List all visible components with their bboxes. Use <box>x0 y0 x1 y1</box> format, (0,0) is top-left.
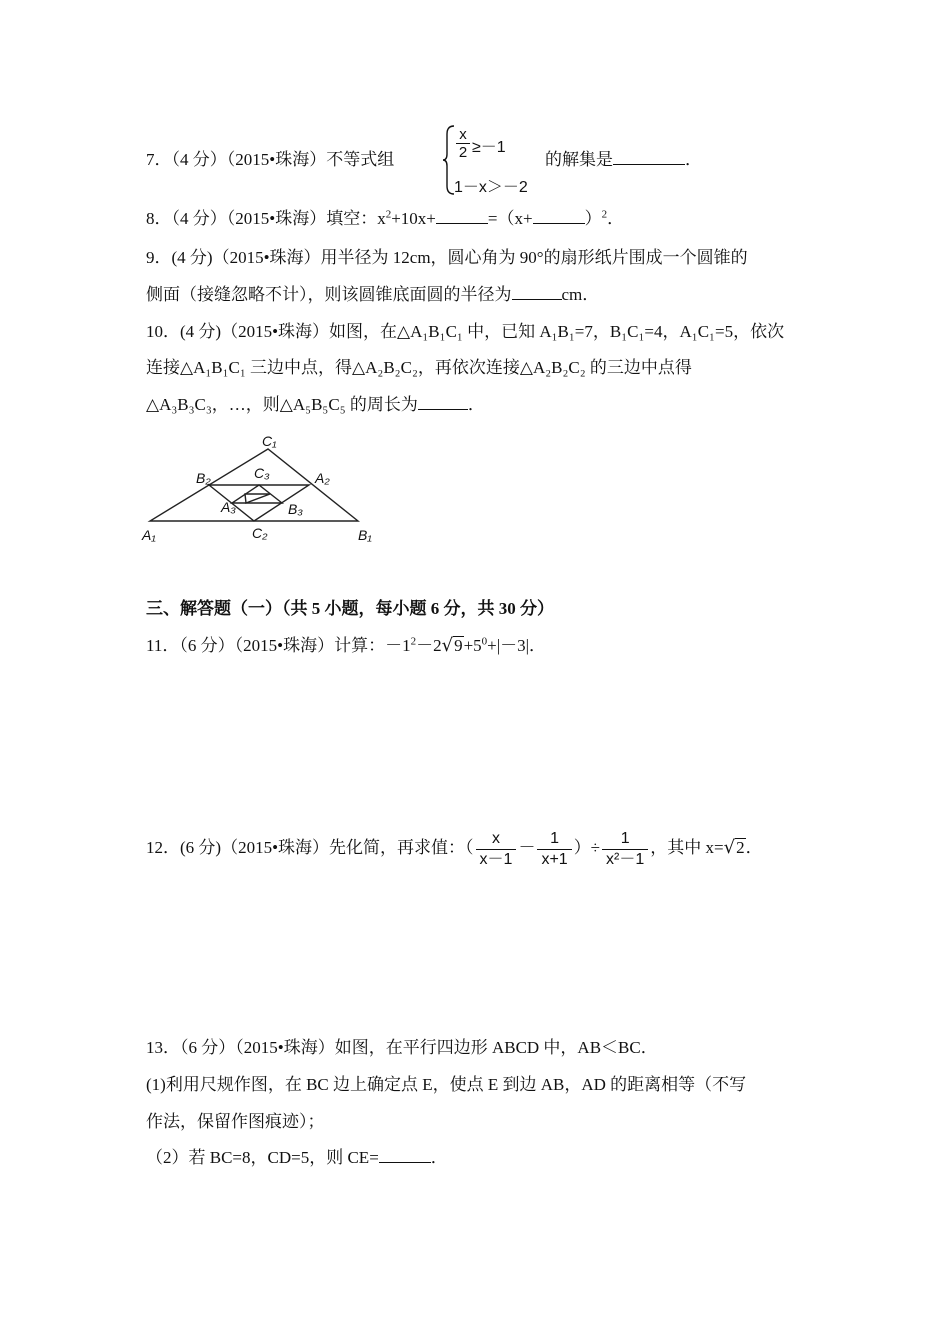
q8-mid3: ） <box>584 209 602 228</box>
sqrt-icon: √ <box>723 837 736 858</box>
label-a3: A₃ <box>221 499 236 515</box>
q11-mid2: +5 <box>463 636 482 655</box>
q12-fraction-1 <box>476 829 517 870</box>
q8-sup2: 2 <box>601 208 608 221</box>
question-9-line2 <box>146 283 599 307</box>
q11-mid1: －2 <box>416 636 442 655</box>
question-11 <box>146 634 546 658</box>
question-10-line3 <box>146 393 485 417</box>
question-9-line1: 9．(4 分)（2015•珠海）用半径为 12cm，圆心角为 90°的扇形纸片围成一个圆锥的 <box>146 248 748 267</box>
label-a1: A₁ <box>142 527 156 543</box>
question-13-line2: (1)利用尺规作图，在 BC 边上确定点 E，使点 E 到边 AB，AD 的距离相等（不写 <box>146 1075 747 1094</box>
question-10-line1: 10．(4 分)（2015•珠海）如图，在△A₁B₁C₁ 中，已知 A₁B₁=7，B₁C₁=4，A₁C₁=5，依次 <box>146 322 785 341</box>
question-13-line3: 作法，保留作图痕迹）； <box>146 1112 325 1131</box>
sqrt-icon: √ <box>441 635 454 656</box>
q12-end: ． <box>745 838 763 857</box>
q10-answer-blank[interactable] <box>418 393 468 410</box>
q9-line2-post: cm． <box>561 285 600 304</box>
q12-radicand: 2 <box>736 838 745 857</box>
q7-suffix: 的解集是 <box>545 150 613 169</box>
question-12 <box>146 828 763 870</box>
q8-end: ． <box>607 209 625 228</box>
question-8 <box>146 207 624 231</box>
q8-answer-blank-1[interactable] <box>436 207 488 224</box>
label-b2: B₂ <box>196 470 211 486</box>
q8-mid1: +10x+ <box>391 209 436 228</box>
q11-sup1: 2 <box>410 635 417 648</box>
triangle-a4b4c4 <box>245 494 270 503</box>
q11-end: +|－3|． <box>487 636 547 655</box>
q11-prefix: 11．（6 分）（2015•珠海）计算：－1 <box>146 636 411 655</box>
q12-f3-den: x²－1 <box>606 850 645 868</box>
q8-answer-blank-2[interactable] <box>533 207 585 224</box>
question-10-line2: 连接△A₁B₁C₁ 三边中点，得△A₂B₂C₂，再依次连接△A₂B₂C₂ 的三边中点得 <box>146 358 692 377</box>
label-c1: C₁ <box>262 433 277 449</box>
q8-sup1: 2 <box>385 208 392 221</box>
q13-line4-pre: （2）若 BC=8，CD=5，则 CE= <box>146 1148 379 1167</box>
q12-fraction-2 <box>537 829 571 870</box>
q11-radicand: 9 <box>454 636 463 655</box>
q12-f1-den: x－1 <box>479 850 513 868</box>
q12-f2-den: x+1 <box>541 850 568 868</box>
q11-sup2: 0 <box>481 635 488 648</box>
label-a2: A₂ <box>315 470 330 486</box>
section-3-heading: 三、解答题（一）（共 5 小题，每小题 6 分，共 30 分） <box>146 599 554 618</box>
q13-line4-post: ． <box>430 1148 448 1167</box>
q7-answer-blank[interactable] <box>613 148 685 165</box>
question-13-line1: 13．（6 分）（2015•珠海）如图，在平行四边形 ABCD 中，AB＜BC． <box>146 1038 658 1057</box>
q9-answer-blank[interactable] <box>512 283 562 300</box>
q8-prefix: 8．（4 分）（2015•珠海）填空：x <box>146 209 386 228</box>
q12-prefix: 12．(6 分)（2015•珠海）先化简，再求值：（ <box>146 838 474 857</box>
q12-f1-num: x <box>476 829 517 850</box>
q12-f3-num: 1 <box>602 829 648 850</box>
q7-frac-num: x <box>456 126 470 144</box>
q12-fraction-3 <box>602 829 648 870</box>
q7-frac-den: 2 <box>458 144 468 161</box>
q7-suffix-line <box>545 148 702 172</box>
q7-prefix: 7．（4 分）（2015•珠海）不等式组 <box>146 150 395 169</box>
q7-line2: 1－x＞－2 <box>454 179 528 196</box>
q12-minus: － <box>518 838 536 857</box>
q12-where: ，其中 x= <box>650 838 724 857</box>
q8-mid2: =（x+ <box>487 209 533 228</box>
q7-end: ． <box>685 150 702 169</box>
label-b3: B₃ <box>288 501 303 517</box>
label-c2: C₂ <box>252 525 268 541</box>
q12-div: ）÷ <box>573 838 601 857</box>
label-b1: B₁ <box>358 527 372 543</box>
q7-line1-rest: ≥－1 <box>472 139 506 156</box>
q12-f2-num: 1 <box>537 829 571 850</box>
question-13-line4 <box>146 1146 448 1170</box>
q13-answer-blank[interactable] <box>379 1146 431 1163</box>
q10-line3-post: ． <box>467 395 485 414</box>
label-c3: C₃ <box>254 465 270 481</box>
question-7 <box>146 148 394 172</box>
triangle-figure <box>138 430 398 560</box>
q7-system <box>442 124 542 196</box>
q9-line2-pre: 侧面（接缝忽略不计），则该圆锥底面圆的半径为 <box>146 285 512 304</box>
q10-line3-pre: △A₃B₃C₃，…，则△A₅B₅C₅ 的周长为 <box>146 395 418 414</box>
